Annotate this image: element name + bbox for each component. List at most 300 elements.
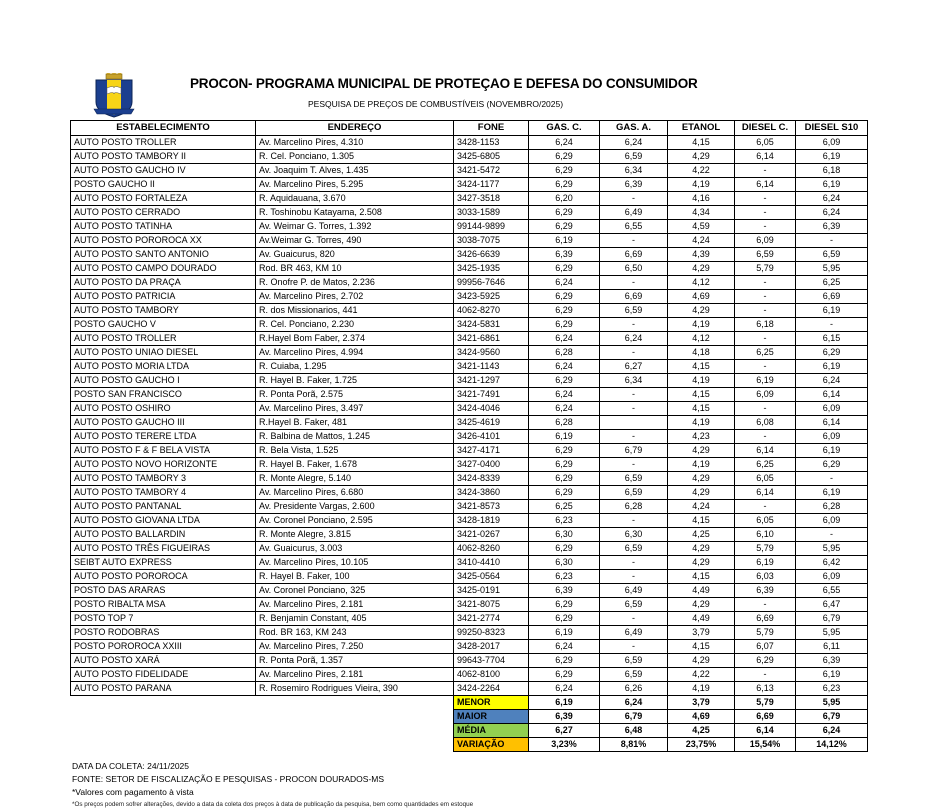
diesel-c-cell: 6,14: [735, 444, 796, 458]
summary-value-etanol-cell: 3,79: [668, 696, 735, 710]
address-cell: R. Cel. Ponciano, 2.230: [256, 318, 454, 332]
address-cell: R. Ponta Porã, 2.575: [256, 388, 454, 402]
gas-c-cell: 6,29: [529, 262, 600, 276]
etanol-cell: 4,23: [668, 430, 735, 444]
gas-a-cell: 6,59: [600, 304, 668, 318]
gas-c-cell: 6,24: [529, 402, 600, 416]
gas-a-cell: -: [600, 234, 668, 248]
summary-label-media: MÉDIA: [454, 724, 529, 738]
diesel-s10-cell: 6,39: [796, 220, 868, 234]
column-header-gas-c: GAS. C.: [529, 121, 600, 136]
table-row: [71, 388, 868, 402]
phone-cell: 3421-8573: [454, 500, 529, 514]
diesel-s10-cell: 6,09: [796, 402, 868, 416]
diesel-s10-cell: 6,19: [796, 360, 868, 374]
summary-value-diesel-c-cell: 15,54%: [735, 738, 796, 752]
address-cell: R. Hayel B. Faker, 1.725: [256, 374, 454, 388]
diesel-s10-cell: 5,95: [796, 626, 868, 640]
summary-value-diesel-s10-cell: 6,79: [796, 710, 868, 724]
table-row: [71, 276, 868, 290]
diesel-c-cell: 6,29: [735, 654, 796, 668]
column-header-etanol: ETANOL: [668, 121, 735, 136]
diesel-c-cell: 5,79: [735, 542, 796, 556]
phone-cell: 3421-8075: [454, 598, 529, 612]
phone-cell: 4062-8270: [454, 304, 529, 318]
table-row: [71, 290, 868, 304]
gas-a-cell: 6,39: [600, 178, 668, 192]
gas-a-cell: 6,30: [600, 528, 668, 542]
diesel-s10-cell: 6,19: [796, 668, 868, 682]
diesel-s10-cell: 5,95: [796, 542, 868, 556]
phone-cell: 3427-4171: [454, 444, 529, 458]
gas-a-cell: 6,55: [600, 220, 668, 234]
summary-value-gas-c-cell: 6,27: [529, 724, 600, 738]
diesel-c-cell: -: [735, 500, 796, 514]
phone-cell: 3421-7491: [454, 388, 529, 402]
address-cell: Av. Coronel Ponciano, 2.595: [256, 514, 454, 528]
disclaimer-note: *Os preços podem sofrer alterações, devido a data da coleta dos preços à data de publicação da pesquisa, bem como quantidades em estoque: [72, 801, 474, 808]
gas-c-cell: 6,29: [529, 318, 600, 332]
etanol-cell: 4,15: [668, 640, 735, 654]
summary-label-maior: MAIOR: [454, 710, 529, 724]
diesel-s10-cell: -: [796, 318, 868, 332]
etanol-cell: 4,34: [668, 206, 735, 220]
table-row: [71, 136, 868, 150]
gas-a-cell: 6,59: [600, 472, 668, 486]
gas-c-cell: 6,24: [529, 388, 600, 402]
phone-cell: 3428-1153: [454, 136, 529, 150]
gas-c-cell: 6,30: [529, 528, 600, 542]
diesel-s10-cell: 6,39: [796, 654, 868, 668]
address-cell: Av. Marcelino Pires, 5.295: [256, 178, 454, 192]
address-cell: Av. Coronel Ponciano, 325: [256, 584, 454, 598]
gas-a-cell: 6,59: [600, 598, 668, 612]
etanol-cell: 4,19: [668, 682, 735, 696]
gas-a-cell: 6,59: [600, 150, 668, 164]
gas-a-cell: 6,69: [600, 290, 668, 304]
gas-c-cell: 6,29: [529, 668, 600, 682]
summary-value-gas-a-cell: 6,48: [600, 724, 668, 738]
table-row: [71, 206, 868, 220]
table-row: [71, 528, 868, 542]
summary-row: [71, 696, 868, 710]
gas-a-cell: 6,34: [600, 164, 668, 178]
diesel-s10-cell: 6,24: [796, 192, 868, 206]
establishment-cell: AUTO POSTO GIOVANA LTDA: [71, 514, 256, 528]
diesel-s10-cell: 6,24: [796, 374, 868, 388]
establishment-cell: AUTO POSTO TAMBORY 3: [71, 472, 256, 486]
etanol-cell: 4,22: [668, 668, 735, 682]
establishment-cell: AUTO POSTO FIDELIDADE: [71, 668, 256, 682]
etanol-cell: 4,12: [668, 276, 735, 290]
diesel-c-cell: -: [735, 192, 796, 206]
phone-cell: 99250-8323: [454, 626, 529, 640]
phone-cell: 3421-1297: [454, 374, 529, 388]
collection-date: DATA DA COLETA: 24/11/2025: [72, 761, 190, 771]
diesel-s10-cell: 6,29: [796, 458, 868, 472]
gas-c-cell: 6,29: [529, 472, 600, 486]
gas-a-cell: 6,24: [600, 136, 668, 150]
phone-cell: 3423-5925: [454, 290, 529, 304]
address-cell: Av. Presidente Vargas, 2.600: [256, 500, 454, 514]
phone-cell: 3421-2774: [454, 612, 529, 626]
diesel-c-cell: -: [735, 290, 796, 304]
etanol-cell: 4,29: [668, 304, 735, 318]
summary-value-diesel-s10-cell: 5,95: [796, 696, 868, 710]
summary-spacer: [71, 696, 454, 710]
address-cell: R. Hayel B. Faker, 1.678: [256, 458, 454, 472]
diesel-s10-cell: 6,19: [796, 444, 868, 458]
establishment-cell: POSTO TOP 7: [71, 612, 256, 626]
establishment-cell: AUTO POSTO PATRICIA: [71, 290, 256, 304]
address-cell: Av. Marcelino Pires, 2.702: [256, 290, 454, 304]
diesel-c-cell: 5,79: [735, 626, 796, 640]
gas-a-cell: 6,24: [600, 332, 668, 346]
establishment-cell: AUTO POSTO PANTANAL: [71, 500, 256, 514]
table-row: [71, 598, 868, 612]
gas-a-cell: 6,49: [600, 626, 668, 640]
gas-a-cell: 6,49: [600, 206, 668, 220]
column-header-diesel-c: DIESEL C.: [735, 121, 796, 136]
establishment-cell: AUTO POSTO POROROCA: [71, 570, 256, 584]
summary-label-menor: MENOR: [454, 696, 529, 710]
etanol-cell: 4,59: [668, 220, 735, 234]
etanol-cell: 4,15: [668, 570, 735, 584]
address-cell: R. Cel. Ponciano, 1.305: [256, 150, 454, 164]
gas-a-cell: -: [600, 402, 668, 416]
gas-c-cell: 6,24: [529, 360, 600, 374]
summary-value-diesel-s10-cell: 14,12%: [796, 738, 868, 752]
etanol-cell: 4,29: [668, 556, 735, 570]
establishment-cell: POSTO RIBALTA MSA: [71, 598, 256, 612]
establishment-cell: AUTO POSTO DA PRAÇA: [71, 276, 256, 290]
etanol-cell: 4,19: [668, 318, 735, 332]
column-header-diesel-s10: DIESEL S10: [796, 121, 868, 136]
phone-cell: 3427-3518: [454, 192, 529, 206]
table-row: [71, 500, 868, 514]
table-row: [71, 654, 868, 668]
gas-a-cell: 6,50: [600, 262, 668, 276]
diesel-s10-cell: 6,23: [796, 682, 868, 696]
table-row: [71, 640, 868, 654]
gas-c-cell: 6,29: [529, 164, 600, 178]
address-cell: Av. Marcelino Pires, 4.994: [256, 346, 454, 360]
gas-c-cell: 6,29: [529, 458, 600, 472]
etanol-cell: 4,25: [668, 528, 735, 542]
establishment-cell: POSTO GAUCHO V: [71, 318, 256, 332]
summary-value-gas-c-cell: 3,23%: [529, 738, 600, 752]
establishment-cell: AUTO POSTO TAMBORY II: [71, 150, 256, 164]
gas-a-cell: 6,59: [600, 668, 668, 682]
gas-a-cell: 6,34: [600, 374, 668, 388]
diesel-c-cell: 6,25: [735, 458, 796, 472]
phone-cell: 3426-6639: [454, 248, 529, 262]
table-row: [71, 346, 868, 360]
address-cell: R. Cuiaba, 1.295: [256, 360, 454, 374]
diesel-c-cell: 6,18: [735, 318, 796, 332]
summary-row: [71, 724, 868, 738]
summary-spacer: [71, 724, 454, 738]
column-header-endereco: ENDEREÇO: [256, 121, 454, 136]
diesel-c-cell: -: [735, 402, 796, 416]
table-row: [71, 556, 868, 570]
phone-cell: 3424-9560: [454, 346, 529, 360]
gas-a-cell: 6,59: [600, 486, 668, 500]
summary-value-etanol-cell: 4,25: [668, 724, 735, 738]
phone-cell: 3410-4410: [454, 556, 529, 570]
etanol-cell: 4,29: [668, 150, 735, 164]
diesel-s10-cell: -: [796, 472, 868, 486]
address-cell: R.Hayel Bom Faber, 2.374: [256, 332, 454, 346]
phone-cell: 3421-1143: [454, 360, 529, 374]
table-row: [71, 248, 868, 262]
gas-a-cell: 6,59: [600, 542, 668, 556]
etanol-cell: 4,49: [668, 584, 735, 598]
diesel-s10-cell: 6,09: [796, 514, 868, 528]
etanol-cell: 4,22: [668, 164, 735, 178]
etanol-cell: 4,49: [668, 612, 735, 626]
diesel-c-cell: -: [735, 304, 796, 318]
table-header: [71, 121, 868, 136]
etanol-cell: 4,15: [668, 360, 735, 374]
gas-c-cell: 6,29: [529, 654, 600, 668]
phone-cell: 3424-5831: [454, 318, 529, 332]
summary-row: [71, 738, 868, 752]
diesel-c-cell: 6,14: [735, 486, 796, 500]
address-cell: Av. Weimar G. Torres, 1.392: [256, 220, 454, 234]
page-subtitle: PESQUISA DE PREÇOS DE COMBUSTÍVEIS (NOVEMBRO/2025): [308, 99, 564, 109]
diesel-c-cell: 6,19: [735, 556, 796, 570]
establishment-cell: AUTO POSTO OSHIRO: [71, 402, 256, 416]
diesel-s10-cell: 6,24: [796, 206, 868, 220]
etanol-cell: 4,29: [668, 486, 735, 500]
gas-a-cell: -: [600, 640, 668, 654]
establishment-cell: AUTO POSTO TATINHA: [71, 220, 256, 234]
establishment-cell: AUTO POSTO BALLARDIN: [71, 528, 256, 542]
establishment-cell: POSTO SAN FRANCISCO: [71, 388, 256, 402]
establishment-cell: AUTO POSTO CERRADO: [71, 206, 256, 220]
gas-c-cell: 6,29: [529, 304, 600, 318]
etanol-cell: 4,19: [668, 458, 735, 472]
phone-cell: 3424-3860: [454, 486, 529, 500]
table-row: [71, 444, 868, 458]
diesel-s10-cell: 6,19: [796, 486, 868, 500]
gas-a-cell: -: [600, 346, 668, 360]
table-row: [71, 416, 868, 430]
gas-c-cell: 6,29: [529, 178, 600, 192]
diesel-c-cell: 6,13: [735, 682, 796, 696]
table-body: [71, 136, 868, 752]
diesel-s10-cell: 6,09: [796, 430, 868, 444]
etanol-cell: 4,29: [668, 444, 735, 458]
diesel-s10-cell: 6,09: [796, 570, 868, 584]
address-cell: Rod. BR 163, KM 243: [256, 626, 454, 640]
gas-c-cell: 6,29: [529, 220, 600, 234]
table-row: [71, 150, 868, 164]
gas-a-cell: -: [600, 276, 668, 290]
phone-cell: 3428-1819: [454, 514, 529, 528]
phone-cell: 3427-0400: [454, 458, 529, 472]
diesel-c-cell: 6,08: [735, 416, 796, 430]
diesel-c-cell: 6,39: [735, 584, 796, 598]
phone-cell: 99956-7646: [454, 276, 529, 290]
diesel-c-cell: 6,09: [735, 388, 796, 402]
establishment-cell: POSTO RODOBRAS: [71, 626, 256, 640]
diesel-s10-cell: 6,47: [796, 598, 868, 612]
address-cell: R. Aquidauana, 3.670: [256, 192, 454, 206]
establishment-cell: AUTO POSTO TAMBORY: [71, 304, 256, 318]
etanol-cell: 4,29: [668, 654, 735, 668]
diesel-s10-cell: 6,15: [796, 332, 868, 346]
gas-a-cell: 6,26: [600, 682, 668, 696]
table-row: [71, 318, 868, 332]
gas-c-cell: 6,24: [529, 332, 600, 346]
diesel-c-cell: 6,10: [735, 528, 796, 542]
table-row: [71, 486, 868, 500]
diesel-s10-cell: 6,42: [796, 556, 868, 570]
phone-cell: 3425-6805: [454, 150, 529, 164]
establishment-cell: AUTO POSTO NOVO HORIZONTE: [71, 458, 256, 472]
diesel-s10-cell: 6,18: [796, 164, 868, 178]
phone-cell: 3424-2264: [454, 682, 529, 696]
diesel-c-cell: 6,07: [735, 640, 796, 654]
diesel-s10-cell: 6,79: [796, 612, 868, 626]
diesel-c-cell: 6,05: [735, 472, 796, 486]
diesel-c-cell: 6,25: [735, 346, 796, 360]
column-header-establecimento: ESTABELECIMENTO: [71, 121, 256, 136]
etanol-cell: 3,79: [668, 626, 735, 640]
establishment-cell: AUTO POSTO PARANA: [71, 682, 256, 696]
diesel-c-cell: 6,14: [735, 150, 796, 164]
gas-c-cell: 6,29: [529, 444, 600, 458]
establishment-cell: POSTO GAUCHO II: [71, 178, 256, 192]
gas-c-cell: 6,19: [529, 234, 600, 248]
summary-value-gas-c-cell: 6,19: [529, 696, 600, 710]
address-cell: R. Bela Vista, 1.525: [256, 444, 454, 458]
phone-cell: 3425-0564: [454, 570, 529, 584]
phone-cell: 3425-1935: [454, 262, 529, 276]
establishment-cell: AUTO POSTO CAMPO DOURADO: [71, 262, 256, 276]
table-row: [71, 402, 868, 416]
establishment-cell: POSTO POROROCA XXIII: [71, 640, 256, 654]
gas-c-cell: 6,28: [529, 416, 600, 430]
etanol-cell: 4,29: [668, 542, 735, 556]
address-cell: Rod. BR 463, KM 10: [256, 262, 454, 276]
address-cell: R. Onofre P. de Matos, 2.236: [256, 276, 454, 290]
phone-cell: 99643-7704: [454, 654, 529, 668]
establishment-cell: AUTO POSTO TERERE LTDA: [71, 430, 256, 444]
diesel-s10-cell: 6,19: [796, 304, 868, 318]
table-row: [71, 458, 868, 472]
establishment-cell: AUTO POSTO TRÊS FIGUEIRAS: [71, 542, 256, 556]
gas-a-cell: -: [600, 388, 668, 402]
etanol-cell: 4,19: [668, 374, 735, 388]
table-row: [71, 584, 868, 598]
establishment-cell: AUTO POSTO F & F BELA VISTA: [71, 444, 256, 458]
table-row: [71, 262, 868, 276]
gas-c-cell: 6,19: [529, 430, 600, 444]
column-header-gas-a: GAS. A.: [600, 121, 668, 136]
summary-value-diesel-c-cell: 6,69: [735, 710, 796, 724]
gas-a-cell: 6,59: [600, 654, 668, 668]
phone-cell: 3425-0191: [454, 584, 529, 598]
gas-a-cell: 6,69: [600, 248, 668, 262]
etanol-cell: 4,69: [668, 290, 735, 304]
etanol-cell: 4,29: [668, 598, 735, 612]
diesel-s10-cell: 6,69: [796, 290, 868, 304]
address-cell: Av. Marcelino Pires, 4.310: [256, 136, 454, 150]
phone-cell: 99144-9899: [454, 220, 529, 234]
diesel-c-cell: 6,19: [735, 374, 796, 388]
gas-a-cell: -: [600, 514, 668, 528]
diesel-s10-cell: 6,29: [796, 346, 868, 360]
diesel-c-cell: 6,05: [735, 514, 796, 528]
etanol-cell: 4,16: [668, 192, 735, 206]
gas-a-cell: 6,27: [600, 360, 668, 374]
phone-cell: 3424-8339: [454, 472, 529, 486]
address-cell: R. Hayel B. Faker, 100: [256, 570, 454, 584]
diesel-c-cell: -: [735, 360, 796, 374]
summary-row: [71, 710, 868, 724]
table-row: [71, 472, 868, 486]
diesel-c-cell: 6,03: [735, 570, 796, 584]
summary-value-gas-a-cell: 8,81%: [600, 738, 668, 752]
gas-c-cell: 6,19: [529, 626, 600, 640]
diesel-s10-cell: 6,14: [796, 388, 868, 402]
diesel-c-cell: 6,69: [735, 612, 796, 626]
summary-value-gas-a-cell: 6,24: [600, 696, 668, 710]
diesel-s10-cell: 5,95: [796, 262, 868, 276]
address-cell: R. dos Missionarios, 441: [256, 304, 454, 318]
header-row: [71, 121, 868, 136]
gas-c-cell: 6,24: [529, 682, 600, 696]
diesel-c-cell: -: [735, 430, 796, 444]
diesel-s10-cell: 6,55: [796, 584, 868, 598]
etanol-cell: 4,15: [668, 136, 735, 150]
crest-icon: [88, 73, 140, 119]
summary-spacer: [71, 710, 454, 724]
column-header-fone: FONE: [454, 121, 529, 136]
address-cell: R. Monte Alegre, 3.815: [256, 528, 454, 542]
diesel-s10-cell: -: [796, 234, 868, 248]
establishment-cell: AUTO POSTO GAUCHO I: [71, 374, 256, 388]
table-row: [71, 332, 868, 346]
gas-a-cell: -: [600, 318, 668, 332]
gas-c-cell: 6,29: [529, 374, 600, 388]
gas-c-cell: 6,29: [529, 598, 600, 612]
diesel-s10-cell: 6,28: [796, 500, 868, 514]
table-row: [71, 178, 868, 192]
establishment-cell: AUTO POSTO UNIAO DIESEL: [71, 346, 256, 360]
address-cell: Av.Weimar G. Torres, 490: [256, 234, 454, 248]
gas-c-cell: 6,24: [529, 136, 600, 150]
phone-cell: 3426-4101: [454, 430, 529, 444]
address-cell: Av. Guaicurus, 820: [256, 248, 454, 262]
establishment-cell: AUTO POSTO POROROCA XX: [71, 234, 256, 248]
footer: [72, 760, 473, 808]
address-cell: Av. Marcelino Pires, 3.497: [256, 402, 454, 416]
diesel-c-cell: -: [735, 598, 796, 612]
address-cell: R. Rosemiro Rodrigues Vieira, 390: [256, 682, 454, 696]
gas-a-cell: 6,79: [600, 444, 668, 458]
diesel-s10-cell: 6,14: [796, 416, 868, 430]
summary-value-gas-a-cell: 6,79: [600, 710, 668, 724]
gas-c-cell: 6,29: [529, 612, 600, 626]
establishment-cell: AUTO POSTO TROLLER: [71, 332, 256, 346]
summary-spacer: [71, 738, 454, 752]
diesel-c-cell: -: [735, 276, 796, 290]
gas-c-cell: 6,28: [529, 346, 600, 360]
